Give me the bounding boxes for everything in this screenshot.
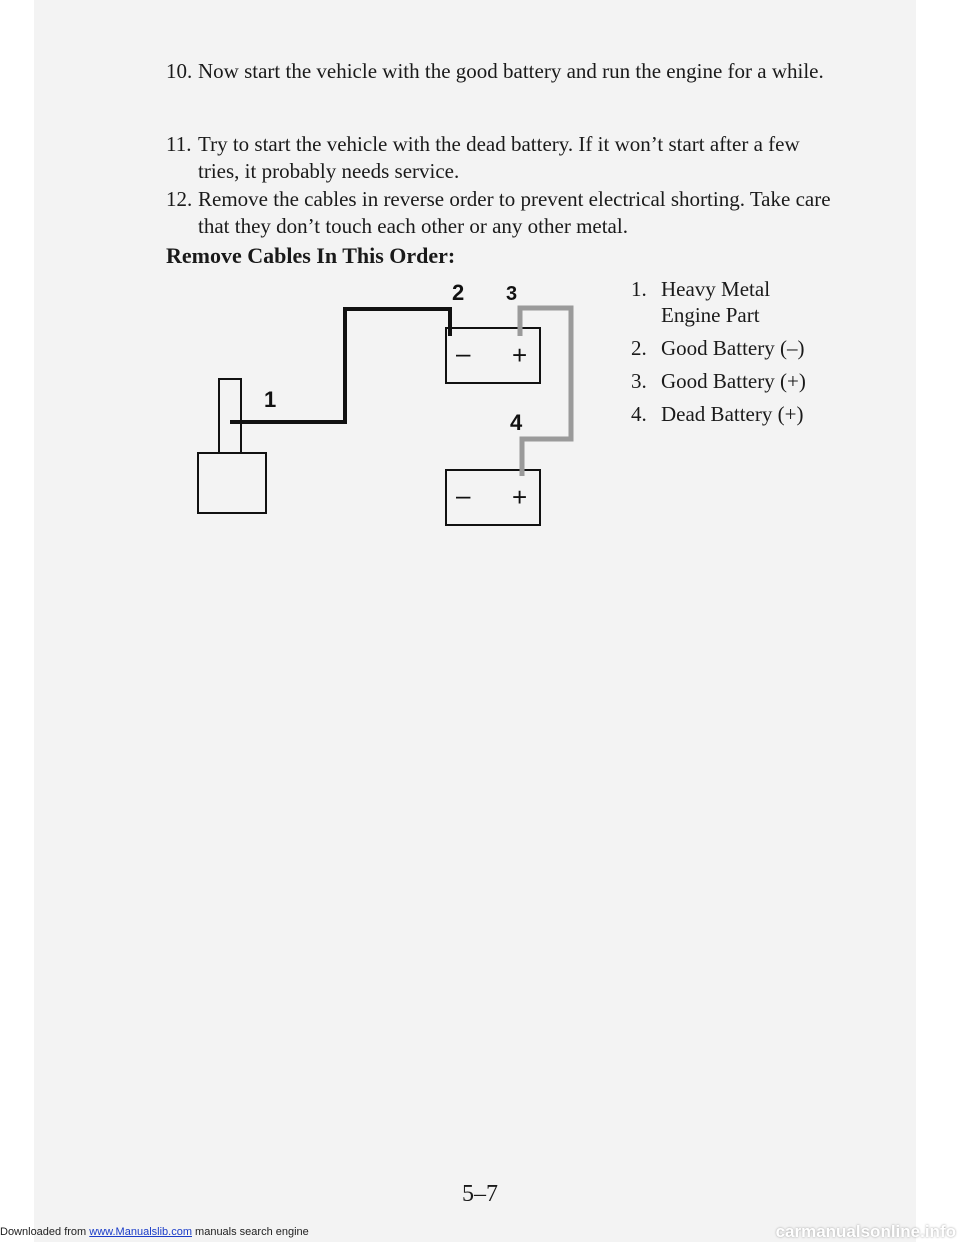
legend-text: Good Battery (+)	[661, 369, 806, 393]
positive-cable	[520, 308, 571, 476]
site-watermark: carmanualsonline.info	[775, 1222, 956, 1241]
step-text: Try to start the vehicle with the dead battery. If it won’t start after a few tries, it probably needs service.	[198, 132, 800, 183]
legend-text: Dead Battery (+)	[661, 402, 804, 426]
footer-suffix: manuals search engine	[191, 1226, 309, 1238]
step-number: 11.	[166, 132, 192, 156]
legend-number: 3.	[631, 369, 647, 393]
step-number: 10.	[166, 59, 193, 83]
legend-text: Heavy Metal Engine Part	[661, 277, 771, 327]
dead-battery-minus: –	[456, 480, 471, 510]
negative-cable	[230, 309, 450, 422]
good-battery-minus: –	[456, 338, 471, 368]
step-text: Now start the vehicle with the good battery and run the engine for a while.	[198, 59, 824, 83]
legend-number: 4.	[631, 402, 647, 426]
callout-3: 3	[506, 283, 518, 305]
callout-1: 1	[264, 387, 277, 412]
legend-text: Good Battery (–)	[661, 336, 805, 360]
step-text: Remove the cables in reverse order to prevent electrical shorting. Take care that they don’t touch each other or any other metal.	[198, 187, 831, 238]
legend-item	[631, 276, 821, 328]
engine-part-post	[219, 379, 241, 453]
legend-item	[631, 401, 821, 427]
legend-item	[631, 368, 821, 394]
legend-number: 2.	[631, 336, 647, 360]
page-number: 5–7	[462, 1181, 498, 1207]
diagram-legend	[631, 276, 821, 434]
legend-item	[631, 335, 821, 361]
callout-4: 4	[510, 410, 523, 435]
callout-2: 2	[452, 280, 465, 305]
footer-prefix: Downloaded from	[0, 1226, 90, 1238]
engine-part-box	[198, 453, 266, 513]
legend-number: 1.	[631, 277, 647, 301]
dead-battery-plus: +	[512, 482, 528, 512]
step-number: 12.	[166, 187, 193, 211]
section-heading: Remove Cables In This Order:	[166, 243, 456, 268]
download-footer	[0, 1226, 309, 1238]
good-battery-plus: +	[512, 340, 528, 370]
cable-removal-diagram	[190, 276, 590, 536]
manualslib-link[interactable]: www.Manualslib.com	[89, 1226, 192, 1238]
